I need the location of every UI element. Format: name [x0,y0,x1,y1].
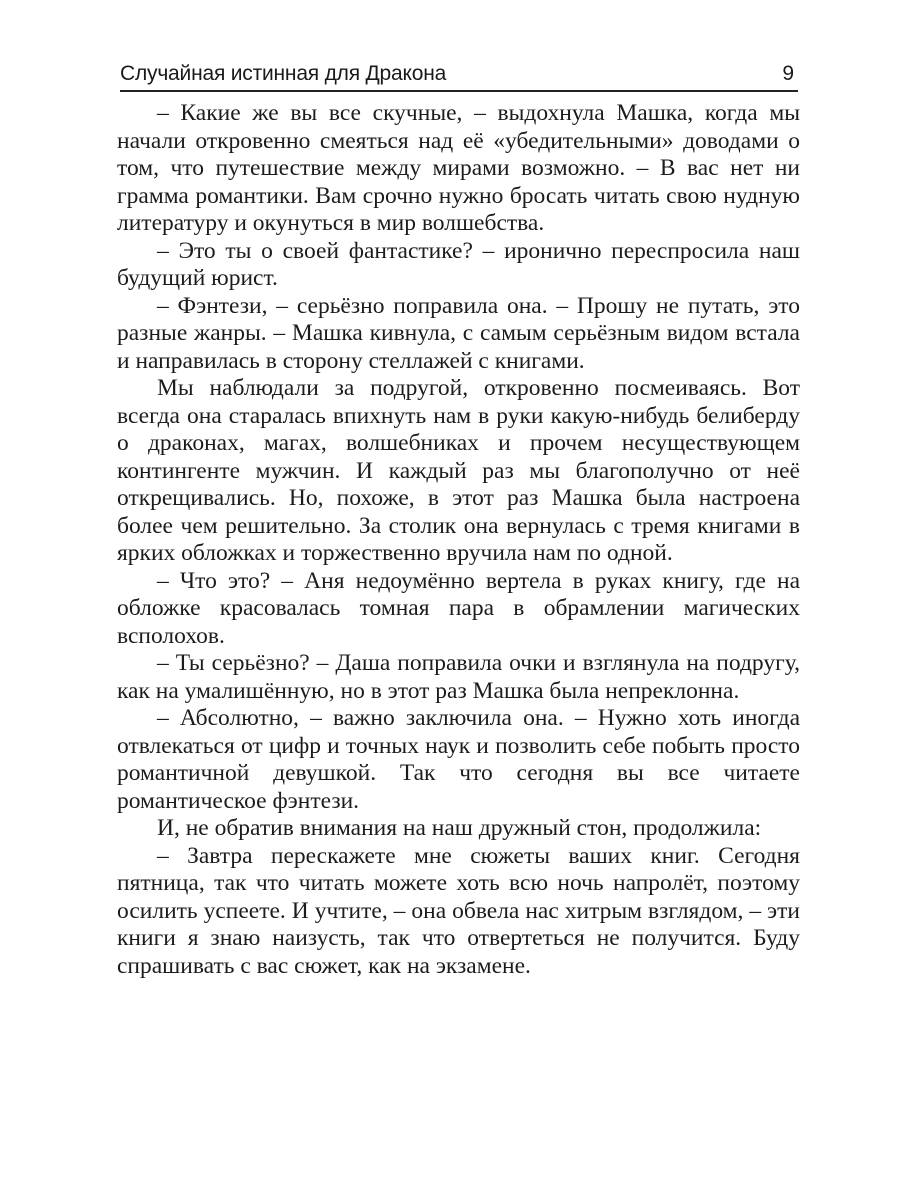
paragraph: – Ты серьёзно? – Даша поправила очки и взглянула на подругу, как на умалишённую, но в этот раз Машка была непреклонна. [117,650,800,704]
paragraph: – Это ты о своей фантастике? – иронично переспросила наш будущий юрист. [117,237,800,291]
paragraph: – Что это? – Аня недоумённо вертела в руках книгу, где на обложке красовалась томная пара в обрамлении магических всполохов. [117,567,800,649]
page-header [120,60,798,92]
running-title: Случайная истинная для Дракона [120,62,447,85]
paragraph: – Фэнтези, – серьёзно поправила она. – Прошу не путать, это разные жанры. – Машка кивнула, с самым серьёзным видом встала и направилась в сторону стеллажей с книгами. [117,292,800,374]
paragraph: И, не обратив внимания на наш дружный стон, продолжила: [157,815,762,841]
paragraph: – Какие же вы все скучные, – выдохнула Машка, когда мы начали откровенно смеяться над её «убедительными» доводами о том, что путешествие между мирами возможно. – В вас нет ни грамма романтики. Вам срочно нужно бросать читать свою нудную литературу и окунуться в мир волшебства. [117,100,800,236]
paragraph: – Абсолютно, – важно заключила она. – Нужно хоть иногда отвлекаться от цифр и точных наук и позволить себе побыть просто романтичной девушкой. Так что сегодня вы все читаете романтическое фэнтези. [117,705,800,814]
body-text [117,100,800,980]
paragraph: – Завтра перескажете мне сюжеты ваших книг. Сегодня пятница, так что читать можете хоть всю ночь напролёт, поэтому осилить успеете. И учтите, – она обвела нас хитрым взглядом, – эти книги я знаю наизусть, так что отвертеться не получится. Буду спрашивать с вас сюжет, как на экзамене. [117,842,800,979]
paragraph: Мы наблюдали за подругой, откровенно посмеиваясь. Вот всегда она старалась впихнуть нам в руки какую-нибудь белиберду о драконах, магах, волшебниках и прочем несуществующем контингенте мужчин. И каждый раз мы благополучно от неё открещивались. Но, похоже, в этот раз Машка была настроена более чем решительно. За столик она вернулась с тремя книгами в ярких обложках и торжественно вручила нам по одной. [117,375,800,566]
page-number: 9 [782,62,794,85]
